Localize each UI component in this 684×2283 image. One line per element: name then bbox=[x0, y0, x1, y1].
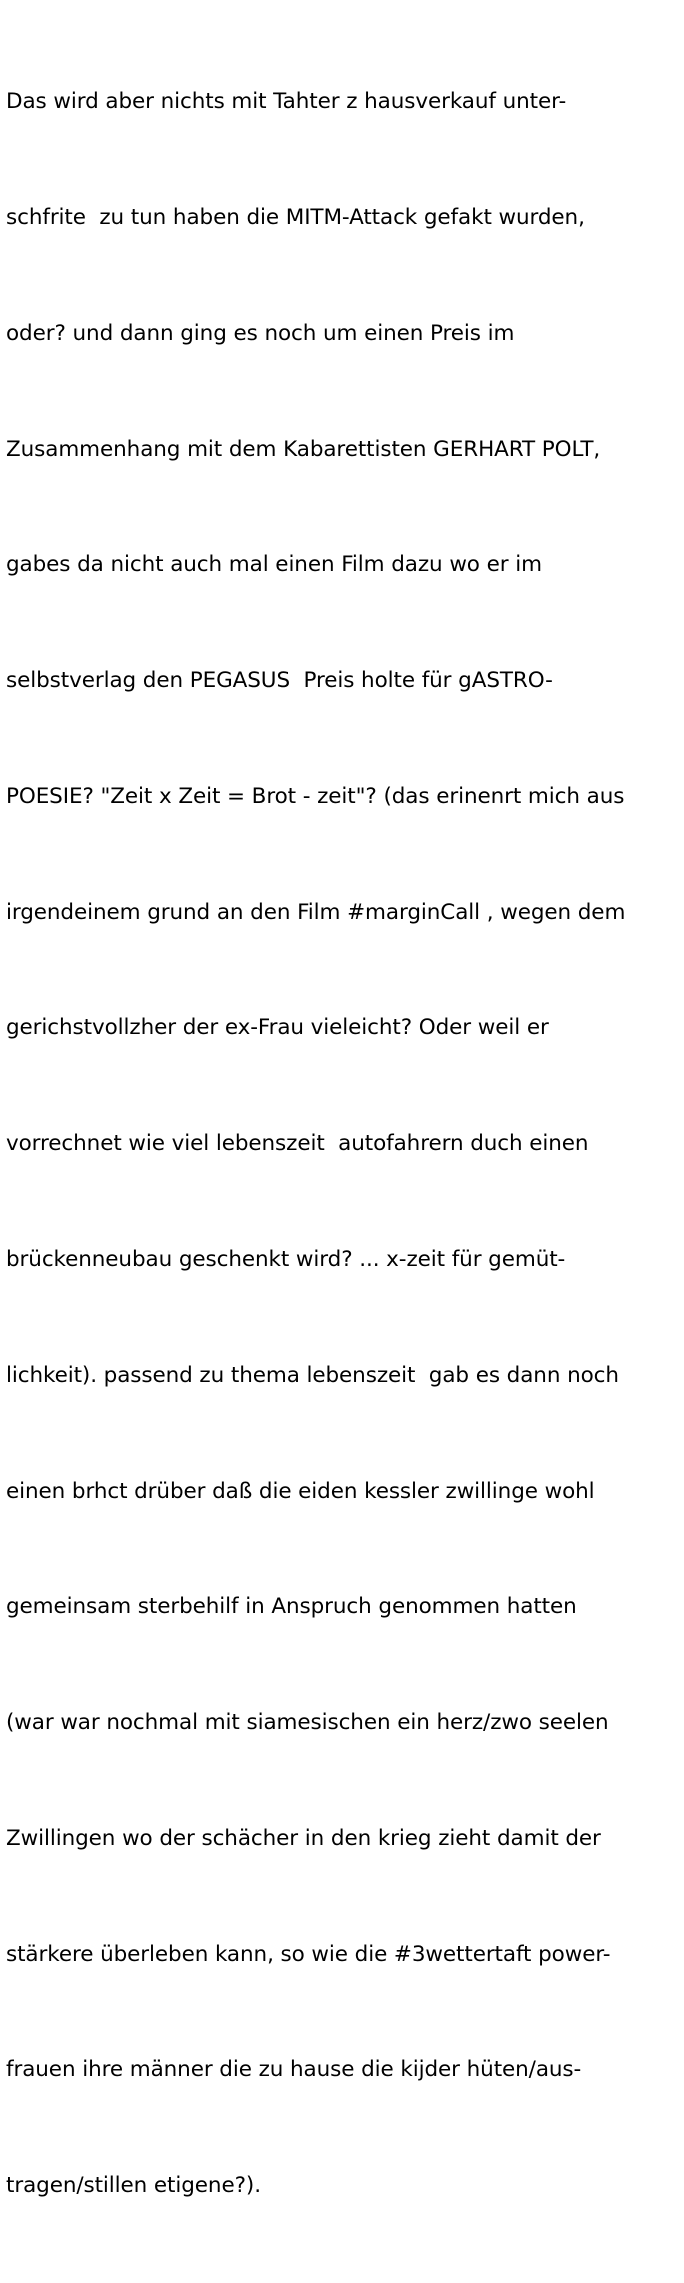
text-line: lichkeit). passend zu thema lebenszeit gab es dann noch bbox=[6, 1362, 619, 1388]
text-line: Zusammenhang mit dem Kabarettisten GERHART POLT, bbox=[6, 436, 601, 462]
note-text-body bbox=[6, 6, 676, 2283]
text-line: Zwillingen wo der schächer in den krieg zieht damit der bbox=[6, 1825, 601, 1851]
text-line: selbstverlag den PEGASUS Preis holte für gASTRO- bbox=[6, 668, 553, 694]
text-line: vorrechnet wie viel lebenszeit autofahrern duch einen bbox=[6, 1131, 589, 1157]
text-line: Das wird aber nichts mit Tahter z hausverkauf unter- bbox=[6, 89, 567, 115]
text-line: (war war nochmal mit siamesischen ein herz/zwo seelen bbox=[6, 1710, 609, 1736]
text-line: gemeinsam sterbehilf in Anspruch genommen hatten bbox=[6, 1594, 577, 1620]
text-line: tragen/stillen etigene?). bbox=[6, 2173, 261, 2199]
text-line: POESIE? "Zeit x Zeit = Brot - zeit"? (das erinenrt mich aus bbox=[6, 783, 625, 809]
text-line: frauen ihre männer die zu hause die kijder hüten/aus- bbox=[6, 2057, 582, 2083]
text-line: einen brhct drüber daß die eiden kessler zwillinge wohl bbox=[6, 1478, 595, 1504]
text-line: oder? und dann ging es noch um einen Preis im bbox=[6, 320, 515, 346]
text-line: stärkere überleben kann, so wie die #3wettertaft power- bbox=[6, 1941, 611, 1967]
text-line: gerichstvollzher der ex-Frau vieleicht? Oder weil er bbox=[6, 1015, 549, 1041]
text-line: schfrite zu tun haben die MITM-Attack gefakt wurden, bbox=[6, 204, 585, 230]
text-line: gabes da nicht auch mal einen Film dazu wo er im bbox=[6, 552, 542, 578]
text-line: brückenneubau geschenkt wird? ... x-zeit für gemüt- bbox=[6, 1247, 566, 1272]
text-line: irgendeinem grund an den Film #marginCall , wegen dem bbox=[6, 899, 626, 925]
